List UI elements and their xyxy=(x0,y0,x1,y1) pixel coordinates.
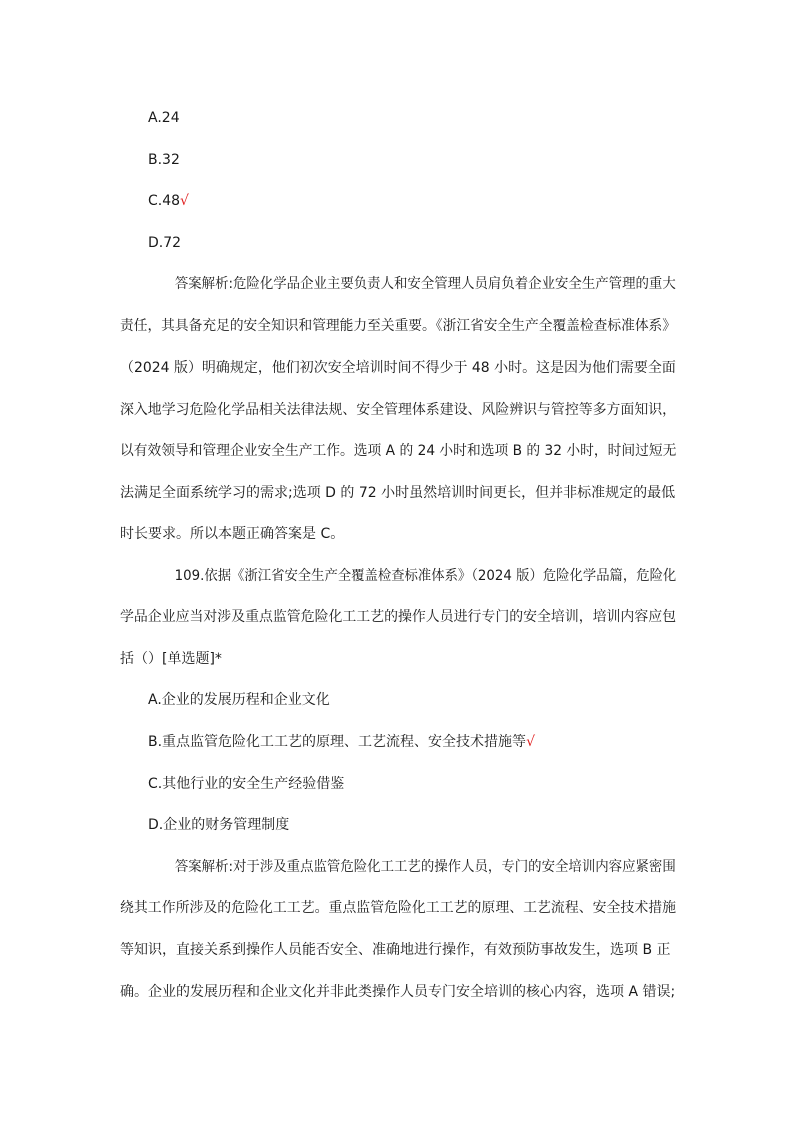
option-text: A.企业的发展历程和企业文化 xyxy=(148,692,330,708)
correct-check-mark: √ xyxy=(526,734,535,750)
option-a xyxy=(148,108,180,128)
option-d xyxy=(148,815,289,835)
analysis-line: 深入地学习危险化学品相关法律法规、安全管理体系建设、风险辨识与管控等多方面知识， xyxy=(120,402,677,418)
option-c xyxy=(148,774,344,794)
question-stem-line: 109.依据《浙江省安全生产全覆盖检查标准体系》（2024 版）危险化学品篇，危险化 xyxy=(174,568,677,584)
analysis-line: 以有效领导和管理企业安全生产工作。选项 A 的 24 小时和选项 B 的 32 小时，时间过短无 xyxy=(120,443,677,459)
question-stem-line: 学品企业应当对涉及重点监管危险化工工艺的操作人员进行专门的安全培训，培训内容应包 xyxy=(120,609,677,625)
option-text: B.重点监管危险化工工艺的原理、工艺流程、安全技术措施等 xyxy=(148,734,527,750)
option-d xyxy=(148,233,181,253)
analysis-line: 绕其工作所涉及的危险化工工艺。重点监管危险化工工艺的原理、工艺流程、安全技术措施 xyxy=(120,900,677,916)
analysis-line: 法满足全面系统学习的需求;选项 D 的 72 小时虽然培训时间更长，但并非标准规定的最低 xyxy=(120,485,676,501)
option-c xyxy=(148,191,189,211)
analysis-line: 答案解析:对于涉及重点监管危险化工工艺的操作人员，专门的安全培训内容应紧密围 xyxy=(174,859,676,875)
analysis-line: 答案解析:危险化学品企业主要负责人和安全管理人员肩负着企业安全生产管理的重大 xyxy=(174,276,676,292)
option-text: C.其他行业的安全生产经验借鉴 xyxy=(148,776,345,792)
option-a xyxy=(148,690,330,710)
option-text: B.32 xyxy=(148,152,180,168)
option-b xyxy=(148,732,535,752)
option-b xyxy=(148,150,180,170)
option-text: C.48 xyxy=(148,193,181,209)
question-stem-line: 括（）[单选题]* xyxy=(120,651,222,667)
option-text: D.72 xyxy=(148,235,182,251)
analysis-line: 确。企业的发展历程和企业文化并非此类操作人员专门安全培训的核心内容，选项 A 错误; xyxy=(120,984,676,1000)
correct-check-mark: √ xyxy=(180,193,189,209)
option-text: D.企业的财务管理制度 xyxy=(148,817,290,833)
analysis-line: 责任，其具备充足的安全知识和管理能力至关重要。《浙江省安全生产全覆盖检查标准体系》 xyxy=(120,318,677,334)
option-text: A.24 xyxy=(148,110,180,126)
analysis-line: （2024 版）明确规定，他们初次安全培训时间不得少于 48 小时。这是因为他们需要全面 xyxy=(120,360,676,376)
analysis-line: 等知识，直接关系到操作人员能否安全、准确地进行操作，有效预防事故发生，选项 B 正 xyxy=(120,942,671,958)
analysis-line: 时长要求。所以本题正确答案是 C。 xyxy=(120,526,345,542)
